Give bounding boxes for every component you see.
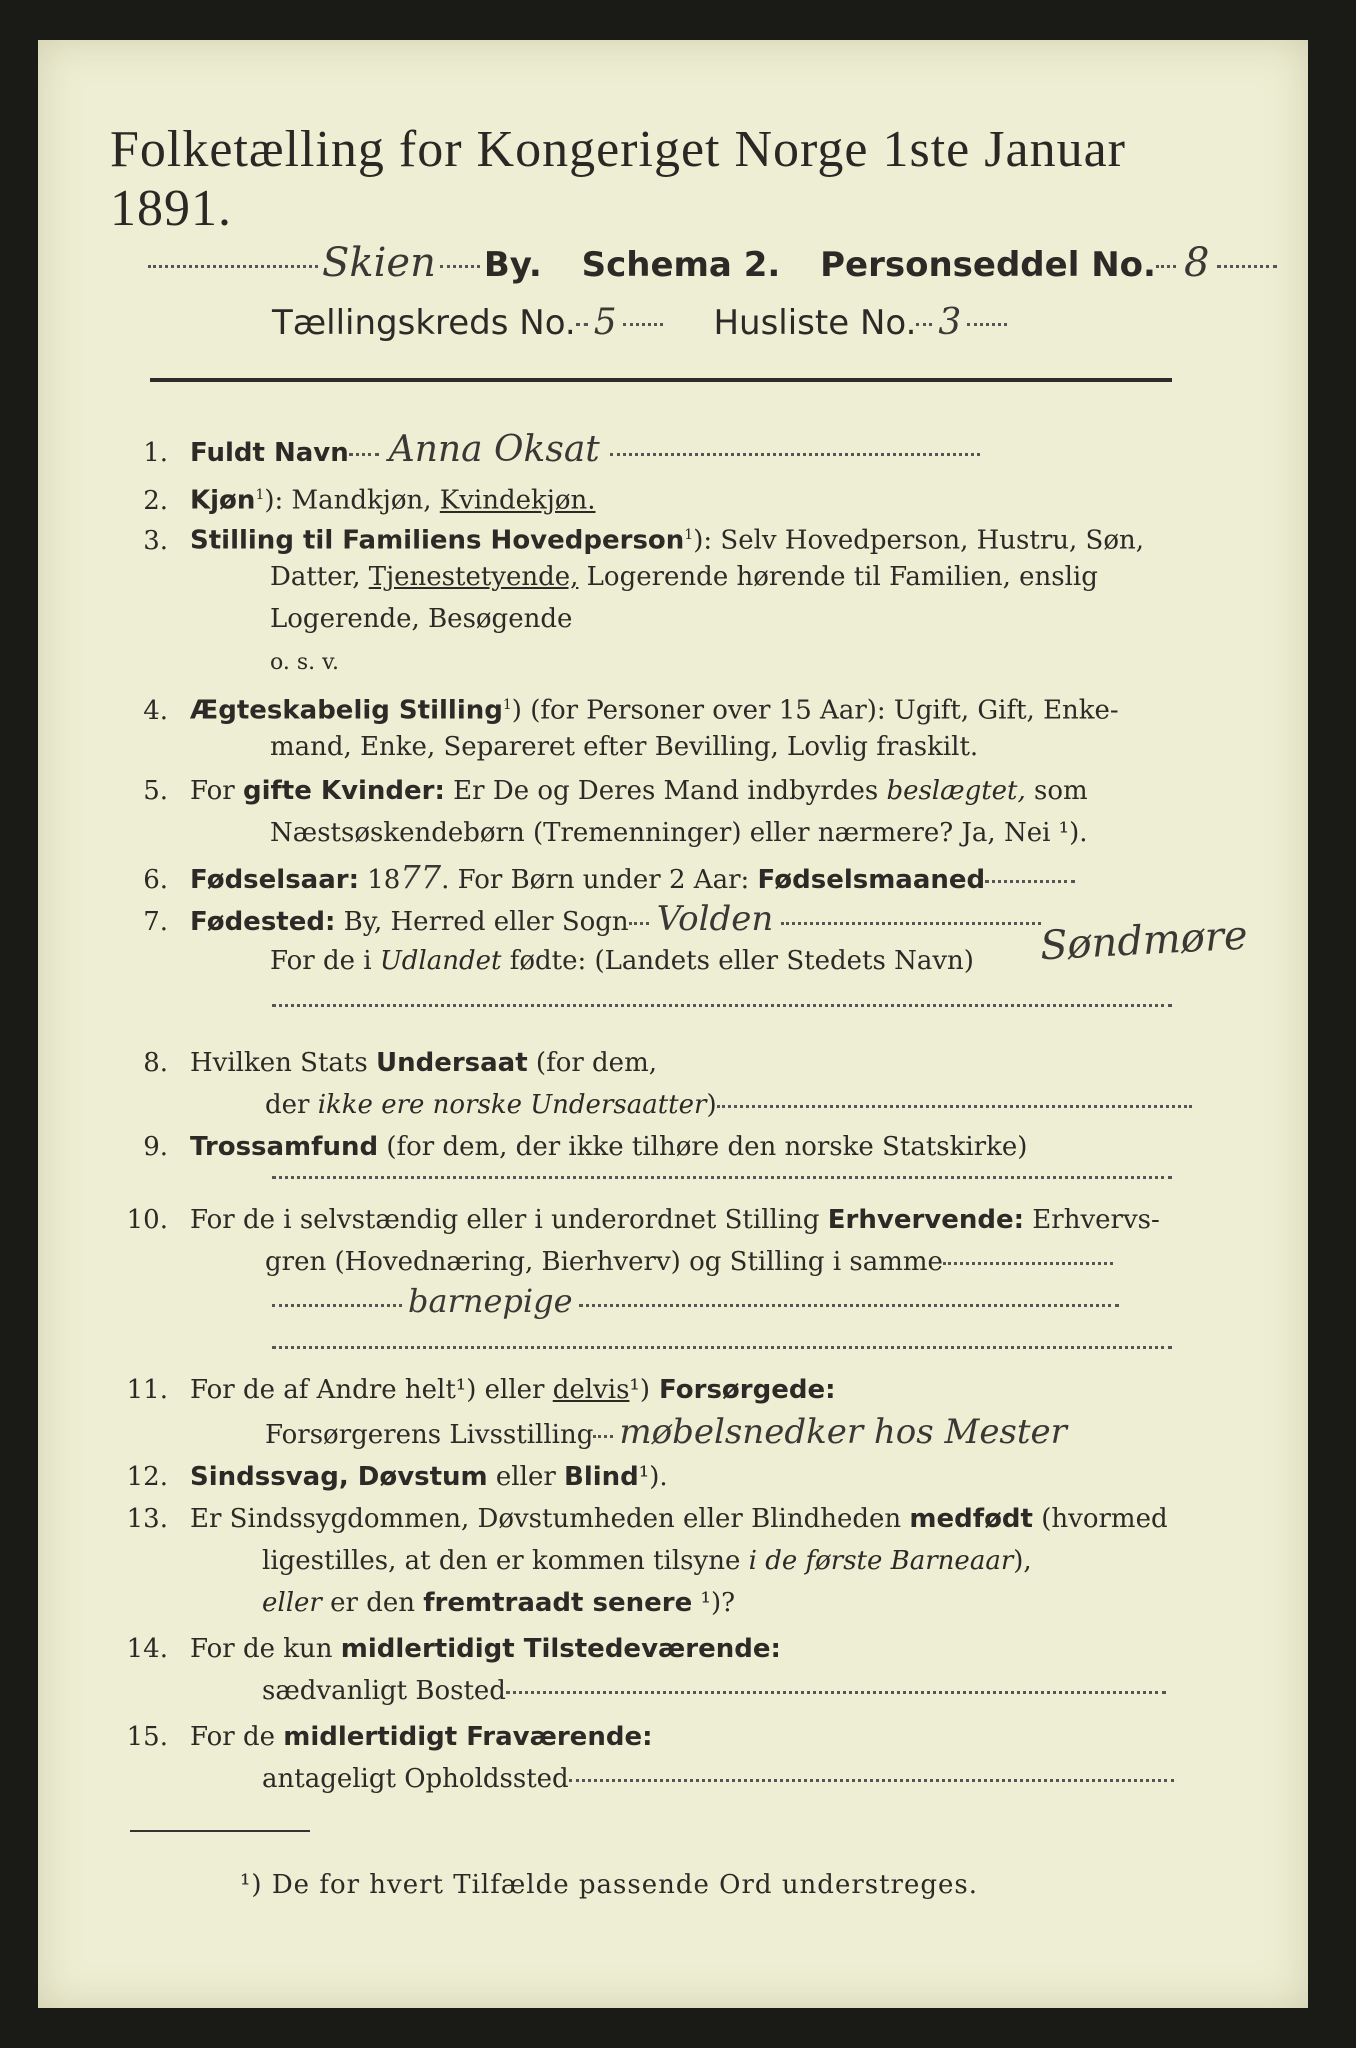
question-11: 11. For de af Andre helt¹) eller delvis¹) Forsørgede: — [126, 1375, 836, 1405]
question-4: 4. Ægteskabelig Stilling$^1$) (for Personer over 15 Aar): Ugift, Gift, Enke- — [143, 695, 1119, 726]
question-15-line-2: antageligt Opholdssted — [262, 1764, 1174, 1794]
question-7: 7. Fødested: By, Herred eller Sogn Volden — [120, 904, 1041, 937]
question-14-line-2: sædvanligt Bosted — [262, 1676, 1166, 1706]
personseddel-label: Personseddel No. — [820, 245, 1156, 285]
by-label: By. — [483, 245, 542, 285]
footnote: ¹) De for hvert Tilfælde passende Ord understreges. — [240, 1870, 979, 1900]
question-10-line-2: gren (Hovednæring, Bierhverv) og Stilling i samme — [265, 1247, 1113, 1277]
q9-blank-line — [272, 1176, 1172, 1179]
q7-blank-line — [272, 1004, 1172, 1007]
q6-year-handwriting: 77 — [400, 858, 442, 896]
question-9: 9. Trossamfund (for dem, der ikke tilhøre den norske Statskirke) — [143, 1132, 1028, 1162]
question-14: 14. For de kun midlertidigt Tilstedeværende: — [126, 1634, 781, 1664]
question-2: 2. Kjøn$^1$): Mandkjøn, Kvindekjøn. — [143, 485, 596, 516]
question-13-line-2: ligestilles, at den er kommen tilsyne i de første Barneaar), — [262, 1546, 1032, 1576]
question-3-line-3: Logerende, Besøgende — [270, 604, 573, 634]
question-13-line-3: eller er den fremtraadt senere ¹)? — [262, 1588, 736, 1618]
husliste-label: Husliste No. — [713, 303, 917, 343]
question-10: 10. For de i selvstændig eller i underordnet Stilling Erhvervende: Erhvervs- — [126, 1205, 1160, 1235]
question-13: 13. Er Sindssygdommen, Døvstumheden eller Blindheden medfødt (hvormed — [126, 1504, 1168, 1534]
question-5-line-2: Næstsøskendebørn (Tremenninger) eller nærmere? Ja, Nei ¹). — [270, 818, 1088, 848]
q1-handwriting: Anna Oksat — [388, 429, 600, 470]
question-11-line-2: Forsørgerens Livsstilling møbelsnedker hos Mester — [265, 1412, 1067, 1452]
q11-handwriting: møbelsnedker hos Mester — [619, 1412, 1067, 1452]
header-line-kreds — [272, 302, 1007, 343]
taellingskreds-label: Tællingskreds No. — [272, 303, 576, 343]
q10-blank-line — [272, 1346, 1172, 1349]
personseddel-handwriting: 8 — [1183, 240, 1210, 286]
footnote-rule — [130, 1830, 310, 1832]
question-3-line-2: Datter, Tjenestetyende, Logerende hørende til Familien, enslig — [270, 562, 1098, 592]
city-handwriting: Skien — [322, 240, 436, 286]
form-title: Folketælling for Kongeriget Norge 1ste Januar 1891. — [110, 121, 1126, 237]
q1-label: Fuldt Navn — [190, 438, 349, 468]
q2-underlined-option: Kvindekjøn. — [439, 485, 596, 516]
schema-label: Schema 2. — [581, 245, 781, 285]
question-8-line-2: der ikke ere norske Undersaatter) — [265, 1090, 1192, 1120]
question-3-line-4: o. s. v. — [270, 650, 339, 675]
question-4-line-2: mand, Enke, Separeret efter Bevilling, Lovlig fraskilt. — [270, 732, 979, 762]
header-line-city — [148, 240, 1277, 286]
question-7-line-2: For de i Udlandet fødte: (Landets eller Stedets Navn) — [270, 946, 974, 976]
husliste-handwriting: 3 — [938, 302, 962, 343]
question-10-line-3 — [272, 1282, 1119, 1320]
question-12: 12. Sindssvag, Døvstum eller Blind¹). — [126, 1462, 668, 1492]
question-6: 6. Fødselsaar: 1877. For Børn under 2 Aar: Fødselsmaaned — [120, 862, 1075, 895]
q7-handwriting-margin: Søndmøre — [1038, 912, 1249, 970]
taellingskreds-handwriting: 5 — [593, 302, 617, 343]
q7-handwriting: Volden — [656, 899, 774, 939]
q10-handwriting: barnepige — [408, 1282, 573, 1320]
q3-underlined-option: Tjenestetyende, — [368, 562, 579, 592]
question-5: 5. For gifte Kvinder: Er De og Deres Mand indbyrdes beslægtet, som — [143, 776, 1088, 806]
header-rule — [150, 378, 1172, 382]
question-15: 15. For de midlertidigt Fraværende: — [126, 1722, 653, 1752]
question-1: 1. Fuldt Navn Anna Oksat — [120, 435, 980, 468]
question-8: 8. Hvilken Stats Undersaat (for dem, — [143, 1048, 657, 1078]
question-3: 3. Stilling til Familiens Hovedperson$^1$): Selv Hovedperson, Hustru, Søn, — [143, 525, 1145, 556]
